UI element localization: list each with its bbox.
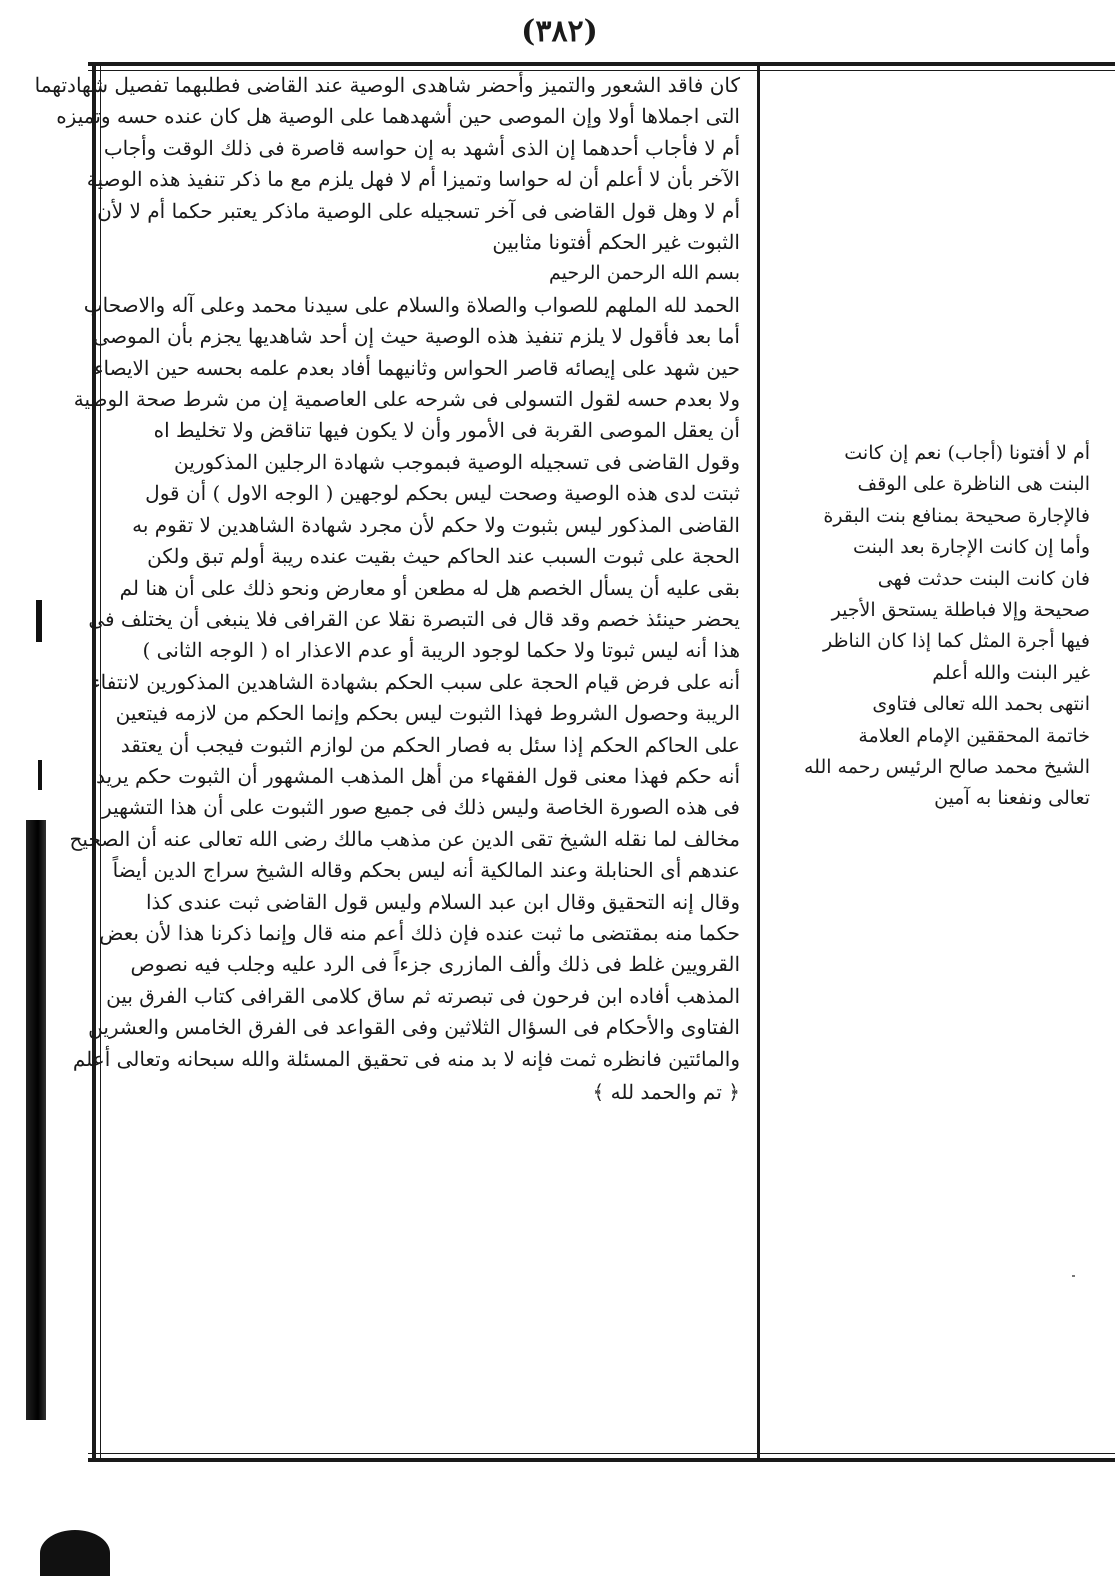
scan-artifact [1072,1275,1075,1277]
answer-line: يحضر حينئذ خصم وقد قال فى التبصرة نقلا عن القرافى فلا ينبغى أن يختلف فى [88,606,740,631]
answer-line: والمائتين فانظره ثمت فإنه لا بد منه فى تحقيق المسئلة والله سبحانه وتعالى أعلم [72,1046,740,1071]
answer-line: الحجة على ثبوت السبب عند الحاكم حيث بقيت عنده ريبة أولم تبق ولكن [147,544,740,569]
answer-line: الفتاوى والأحكام فى السؤال الثلاثين وفى القواعد فى الفرق الخامس والعشرين [88,1015,740,1040]
margin-line: فان كانت البنت حدثت فهى [877,567,1090,590]
answer-line: أما بعد فأقول لا يلزم تنفيذ هذه الوصية حيث إن أحد شاهديها يجزم بأن الموصى [93,324,740,349]
page-number: (٣٨٢) [521,14,598,49]
margin-line: البنت هى الناظرة على الوقف [857,473,1090,496]
answer-line: بقى عليه أن يسأل الخصم هل له مطعن أو معارض ونحو ذلك على أن هنا لم [119,575,740,600]
question-line: الآخر بأن لا أعلم أن له حواسا وتميزا أم لا فهل يلزم مع ما ذكر تنفيذ هذه الوصية [86,167,740,192]
margin-line: تعالى ونفعنا به آمين [934,787,1090,810]
answer-line: ثبتت لدى هذه الوصية وصحت ليس بحكم لوجهين ( الوجه الاول ) أن قول [145,481,740,506]
closing-formula: ﴿ تم والحمد لله ﴾ [592,1080,740,1104]
margin-line: صحيحة وإلا فباطلة يستحق الأجير [831,599,1090,622]
answer-line: حكما منه بمقتضى ما ثبت عنده فإن ذلك أعم منه قال وإنما ذكرنا هذا لأن بعض [99,920,740,945]
answer-line: القرويين غلط فى ذلك وألف المازرى جزءاً فى الرد عليه وجلب فيه نصوص [130,952,740,977]
scan-artifact [40,1530,110,1576]
binding-shadow [26,820,46,1420]
answer-line: أنه على فرض قيام الحجة على سبب الحكم بشهادة الشاهدين المذكورين لانتفاء [91,669,740,694]
margin-line: أم لا أفتونا (أجاب) نعم إن كانت [844,442,1090,464]
answer-line: على الحاكم الحكم إذا سئل به فصار الحكم من لوازم الثبوت فيجب أن يعتقد [120,732,740,757]
question-line: أم لا وهل قول القاضى فى آخر تسجيله على الوصية ماذكر يعتبر حكما أم لا لأن [97,198,740,223]
margin-line: وأما إن كانت الإجارة بعد البنت [852,536,1090,559]
question-line: كان فاقد الشعور والتميز وأحضر شاهدى الوصية عند القاضى فطلبهما تفصيل شهادتهما [34,73,740,97]
basmala-heading: بسم الله الرحمن الرحيم [549,262,740,285]
margin-line: انتهى بحمد الله تعالى فتاوى [872,693,1090,716]
margin-line: خاتمة المحققين الإمام العلامة [858,724,1090,747]
margin-line: فيها أجرة المثل كما إذا كان الناظر [822,630,1090,653]
answer-line: القاضى المذكور ليس بثبوت ولا حكم لأن مجرد شهادة الشاهدين لا تقوم به [132,512,740,537]
scan-artifact [36,600,42,642]
answer-line: المذهب أفاده ابن فرحون فى تبصرته ثم ساق كلامى القرافى كتاب الفرق بين [106,983,740,1008]
answer-line: أن يعقل الموصى القربة فى الأمور وأن لا يكون فيها تناقض ولا تخليط اه [153,418,740,443]
answer-line: وقال إنه التحقيق وقال ابن عبد السلام وليس قول القاضى ثبت عندى كذا [145,889,740,914]
answer-line: عندهم أى الحنابلة وعند المالكية أنه ليس بحكم وقاله الشيخ سراج الدين أيضاً [112,858,740,883]
answer-line: ولا بعدم حسه لقول التسولى فى شرحه على العاصمية إن من شرط صحة الوصية [73,387,740,412]
answer-line: هذا أنه ليس ثبوتا ولا حكما لوجود الريبة أو عدم الاعذار اه ( الوجه الثانى ) [142,638,740,663]
answer-line: الريبة وحصول الشروط فهذا الثبوت ليس بحكم وإنما الحكم من لازمه فيتعين [115,701,740,726]
answer-line: الحمد لله الملهم للصواب والصلاة والسلام على سيدنا محمد وعلى آله والاصحاب [83,292,740,317]
margin-line: غير البنت والله أعلم [932,661,1090,684]
answer-line: وقول القاضى فى تسجيله الوصية فبموجب شهادة الرجلين المذكورين [174,449,740,474]
question-line: التى اجملاها أولا وإن الموصى حين أشهدهما على الوصية هل كان عنده حسه وتميزه [56,104,740,129]
answer-line: حين شهد على إيصائه قاصر الحواس وثانيهما أفاد بعدم علمه بحسه حين الايصاء [94,355,740,380]
question-line: أم لا فأجاب أحدهما إن الذى أشهد به إن حواسه قاصرة فى ذلك الوقت وأجاب [103,135,740,160]
answer-line: مخالف لما نقله الشيخ تقى الدين عن مذهب مالك رضى الله تعالى عنه أن الصحيح [69,826,740,851]
margin-line: فالإجارة صحيحة بمنافع بنت البقرة [823,504,1090,527]
answer-line: أنه حكم فهذا معنى قول الفقهاء من أهل المذهب المشهور أن الثبوت حكم يريد [96,763,740,788]
answer-line: فى هذه الصورة الخاصة وليس ذلك فى جميع صور الثبوت على أن هذا التشهير [102,795,740,820]
scan-artifact [38,760,42,790]
margin-text-block [772,438,1090,815]
margin-line: الشيخ محمد صالح الرئيس رحمه الله [803,756,1090,779]
main-text-block [34,70,740,1108]
question-line: الثبوت غير الحكم أفتونا مثابين [492,230,740,255]
